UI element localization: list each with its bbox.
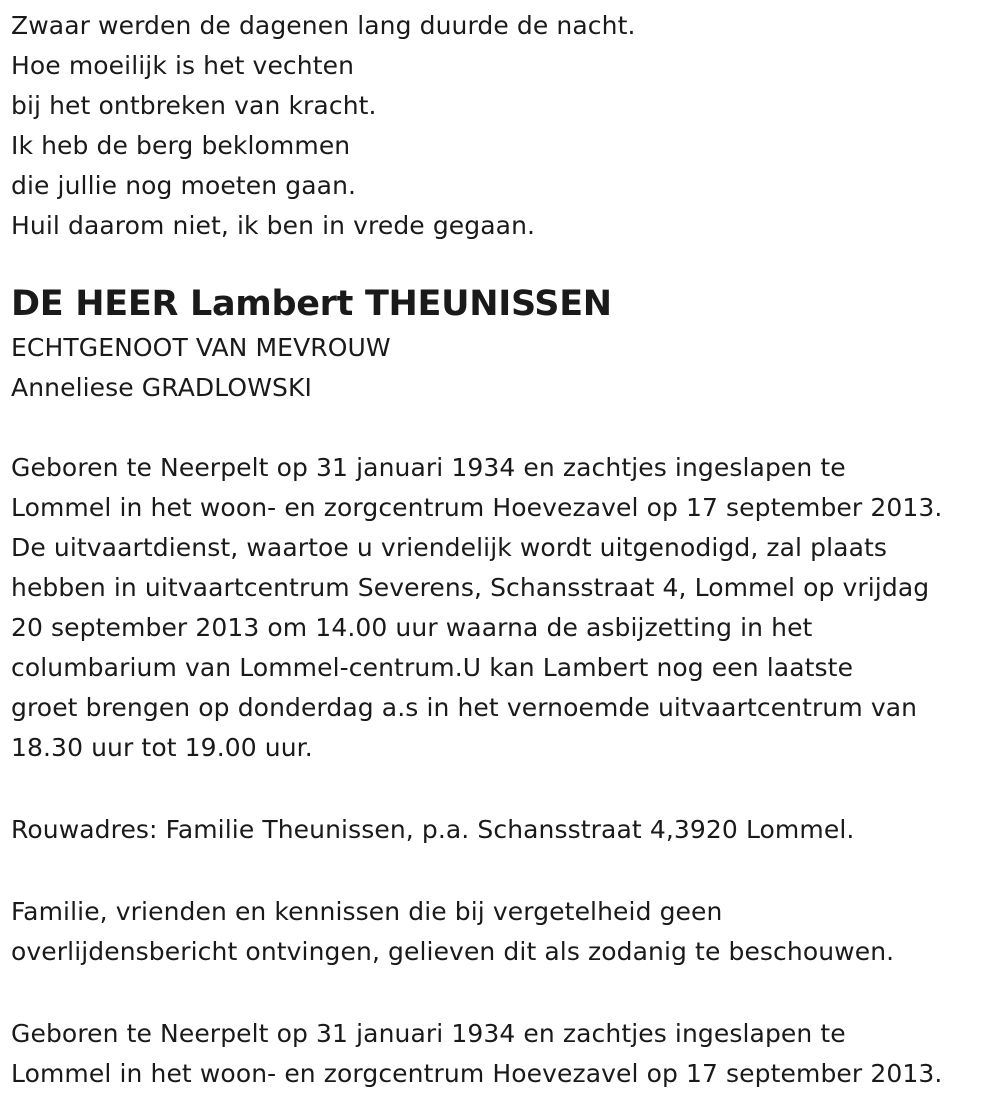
- spouse-line: Anneliese GRADLOWSKI: [11, 373, 312, 402]
- poem-line: bij het ontbreken van kracht.: [11, 91, 377, 120]
- repeat-line: Geboren te Neerpelt op 31 januari 1934 en zachtjes ingeslapen te: [11, 1019, 846, 1048]
- details-paragraph: [11, 448, 996, 768]
- details-line: hebben in uitvaartcentrum Severens, Schansstraat 4, Lommel op vrijdag: [11, 573, 930, 602]
- details-line: Geboren te Neerpelt op 31 januari 1934 en zachtjes ingeslapen te: [11, 453, 846, 482]
- spouse-block: [11, 328, 996, 408]
- notice-line: Familie, vrienden en kennissen die bij vergetelheid geen: [11, 897, 723, 926]
- poem-line: Huil daarom niet, ik ben in vrede gegaan.: [11, 211, 536, 240]
- details-line: 20 september 2013 om 14.00 uur waarna de asbijzetting in het: [11, 613, 813, 642]
- details-line: De uitvaartdienst, waartoe u vriendelijk wordt uitgenodigd, zal plaats: [11, 533, 888, 562]
- address-line: Rouwadres: Familie Theunissen, p.a. Schansstraat 4,3920 Lommel.: [11, 815, 855, 844]
- details-line: Lommel in het woon- en zorgcentrum Hoevezavel op 17 september 2013.: [11, 493, 943, 522]
- spouse-line: ECHTGENOOT VAN MEVROUW: [11, 333, 391, 362]
- obituary-document: [11, 0, 996, 1094]
- notice-line: overlijdensbericht ontvingen, gelieven dit als zodanig te beschouwen.: [11, 937, 895, 966]
- details-line: 18.30 uur tot 19.00 uur.: [11, 733, 313, 762]
- address-paragraph: [11, 810, 996, 850]
- poem-line: Hoe moeilijk is het vechten: [11, 51, 355, 80]
- repeat-line: Lommel in het woon- en zorgcentrum Hoevezavel op 17 september 2013.: [11, 1059, 943, 1088]
- repeat-paragraph: [11, 1014, 996, 1094]
- details-line: columbarium van Lommel-centrum.U kan Lambert nog een laatste: [11, 653, 854, 682]
- poem: [11, 6, 996, 246]
- poem-line: die jullie nog moeten gaan.: [11, 171, 357, 200]
- poem-line: Ik heb de berg beklommen: [11, 131, 351, 160]
- notice-paragraph: [11, 892, 996, 972]
- details-line: groet brengen op donderdag a.s in het vernoemde uitvaartcentrum van: [11, 693, 918, 722]
- poem-line: Zwaar werden de dagenen lang duurde de nacht.: [11, 11, 636, 40]
- deceased-name: DE HEER Lambert THEUNISSEN: [11, 284, 612, 324]
